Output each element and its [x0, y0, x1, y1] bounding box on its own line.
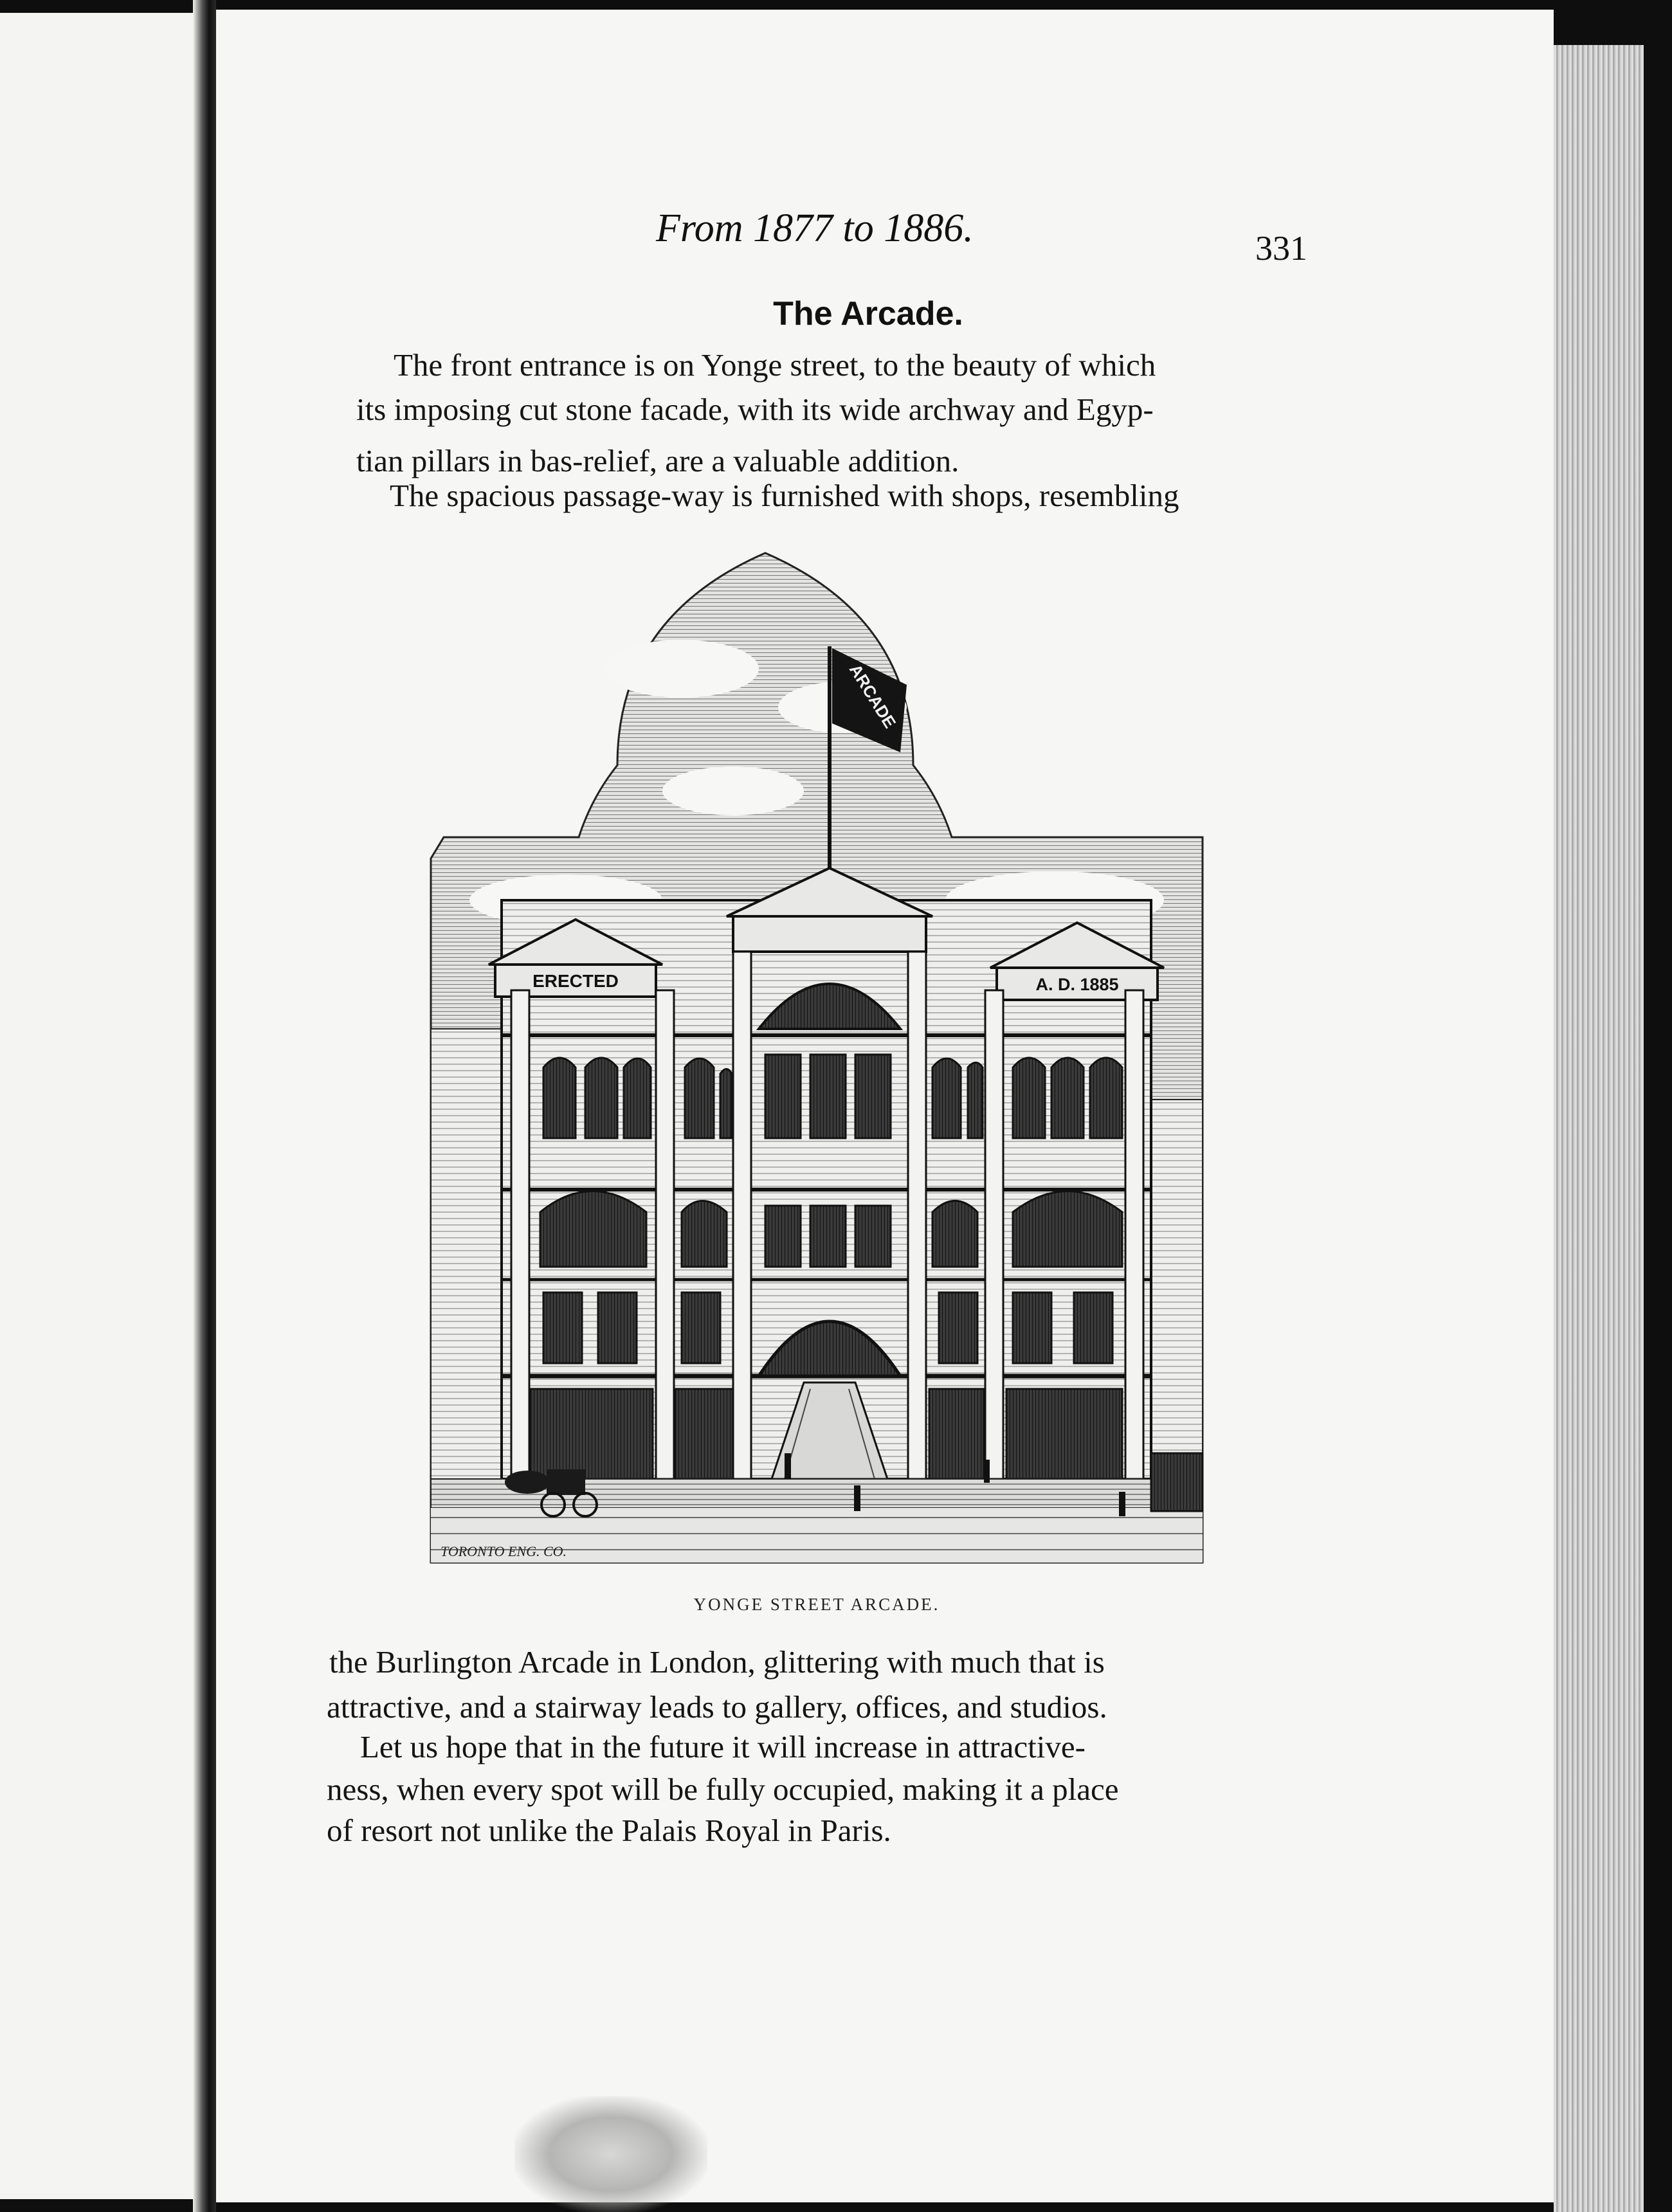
upper-windows	[543, 1055, 1122, 1138]
sign-erected: ERECTED	[532, 971, 619, 991]
body-line: of resort not unlike the Palais Royal in Paris.	[327, 1813, 891, 1848]
page-number: 331	[1255, 229, 1307, 267]
section-title: The Arcade.	[773, 295, 963, 332]
paper-smudge	[514, 2096, 707, 2212]
body-line: the Burlington Arcade in London, glittering with much that is	[329, 1644, 1105, 1680]
body-line: The spacious passage-way is furnished with shops, resembling	[390, 478, 1179, 513]
flag-text: ARCADE	[845, 660, 900, 732]
body-line: The front entrance is on Yonge street, to the beauty of which	[394, 347, 1156, 383]
running-head: From 1877 to 1886.	[656, 206, 974, 250]
page-edges	[1554, 45, 1644, 2212]
yonge-street-arcade-engraving	[424, 540, 1209, 1575]
body-line: attractive, and a stairway leads to gallery, offices, and studios.	[327, 1689, 1107, 1725]
book-gutter	[193, 0, 216, 2212]
left-page	[0, 13, 193, 2199]
side-building-right	[1145, 1100, 1203, 1505]
body-line: tian pillars in bas-relief, are a valuable addition.	[356, 443, 959, 478]
illustration-caption: YONGE STREET ARCADE.	[693, 1595, 940, 1614]
side-building-left	[431, 1029, 508, 1505]
body-line: its imposing cut stone facade, with its wide archway and Egyp-	[356, 392, 1154, 427]
engraver-mark: TORONTO ENG. CO.	[441, 1543, 567, 1559]
cloud	[604, 640, 759, 698]
streetcar	[1151, 1453, 1203, 1511]
sign-date: A. D. 1885	[1035, 975, 1119, 994]
body-line: ness, when every spot will be fully occupied, making it a place	[327, 1772, 1119, 1807]
body-line: Let us hope that in the future it will increase in attractive-	[360, 1729, 1086, 1764]
cloud	[662, 766, 804, 815]
